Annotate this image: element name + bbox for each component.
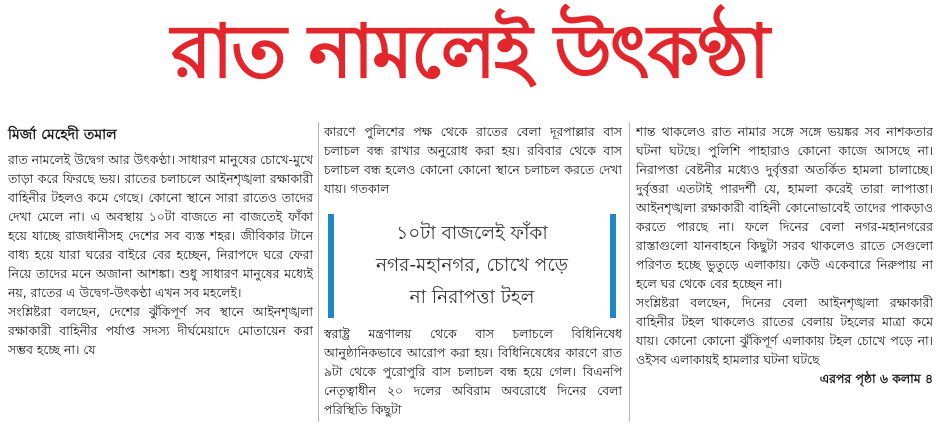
article-column-1 bbox=[8, 150, 313, 422]
paragraph: সংশ্লিষ্টরা বলছেন, দিনের বেলা আইনশৃঙ্খলা রক্ষাকারী বাহিনীর টহল থাকলেও রাতের বেলায় টহলের মাত্রা কমে যায়। কোনো কোনো ঝুঁকিপূর্ণ এলাকায় টহল চোখে পড়ে না। ওইসব এলাকায়ই হামলার ঘটনা ঘটছে bbox=[636, 295, 933, 367]
paragraph: কারণে পুলিশের পক্ষ থেকে রাতের বেলা দূরপাল্লার বাস চলাচল বন্ধ রাখার অনুরোধ করা হয়। রবিবার থেকে বাস চলাচল বন্ধ হলেও কোনো কোনো স্থানে চলাচল করতে দেখা যায়। গতকাল bbox=[324, 124, 622, 196]
pull-quote-line: ১০টা বাজলেই ফাঁকা bbox=[396, 223, 548, 244]
column-divider bbox=[318, 122, 319, 422]
paragraph: শান্ত থাকলেও রাত নামার সঙ্গে সঙ্গে ভয়ঙ্কর সব নাশকতার ঘটনা ঘটছে। পুলিশি পাহারাও কোনো কাজে আসছে না। নিরাপত্তা বেষ্টনীর মধ্যেও দুর্বৃত্তরা অতর্কিত হামলা চালাচ্ছে। দুর্বৃত্তরা এতটাই পারদর্শী যে, হামলা করেই তারা লাপাত্তা। আইনশৃঙ্খলা রক্ষাকারী বাহিনী কোনোভাবেই তাদের পাকড়াও করতে পারছে না। ফলে দিনের বেলা নগর-মহানগরের রাস্তাগুলো যানবাহনে কিছুটা সরব থাকলেও রাতে সেগুলো পরিণত হচ্ছে ভুতুড়ে এলাকায়। কেউ একেবারে নিরুপায় না হলে ঘর থেকে বের হচ্ছেন না। bbox=[636, 124, 933, 291]
paragraph: রাত নামলেই উদ্বেগ আর উৎকণ্ঠা। সাধারণ মানুষের চোখে-মুখে তাড়া করে ফিরছে ভয়। রাতের চলাচলে আইনশৃঙ্খলা রক্ষাকারী বাহিনীর টহলও কমে গেছে। কোনো স্থানে সারা রাতেও তাদের দেখা মেলে না। এ অবস্থায় ১০টা বাজতে না বাজতেই ফাঁকা হয়ে যাচ্ছে রাজধানীসহ দেশের সব ব্যস্ত শহর। জীবিকার টানে বাধ্য হয়ে যারা ঘরের বাইরে বের হচ্ছেন, নিরাপদে ঘরে ফেরা নিয়ে তাদের মনে অজানা আশঙ্কা। শুধু সাধারণ মানুষের মধ্যেই নয়, রাতের এ উদ্বেগ-উৎকণ্ঠা এখন সব মহলেই। bbox=[8, 152, 313, 300]
article-column-2-bottom bbox=[324, 324, 622, 422]
pull-quote-line: নগর-মহানগর, চোখে পড়ে bbox=[376, 255, 568, 276]
paragraph: স্বরাষ্ট্র মন্ত্রণালয় থেকে বাস চলাচলে বিধিনিষেধ আনুষ্ঠানিকভাবে আরোপ করা হয়। বিধিনিষেধের কারণে রাত ৯টা থেকে পুরোপুরি বাস চলাচল বন্ধ হয়ে গেল। বিএনপি নেতৃত্বাধীন ২০ দলের অবিরাম অবরোধে দিনের বেলা পরিস্থিতি কিছুটা bbox=[324, 326, 622, 417]
continued-on-label: এরপর পৃষ্ঠা ৬ কলাম ৪ bbox=[819, 371, 933, 386]
headline: রাত নামলেই উৎকণ্ঠা bbox=[170, 9, 768, 95]
byline: মির্জা মেহেদী তমাল bbox=[8, 127, 117, 143]
column-divider bbox=[629, 122, 630, 422]
pull-quote-line: না নিরাপত্তা টহল bbox=[409, 287, 535, 308]
article-column-3 bbox=[636, 122, 933, 422]
paragraph: সংশ্লিষ্টরা বলছেন, দেশের ঝুঁকিপূর্ণ সব স্থানে আইনশৃঙ্খলা রক্ষাকারী বাহিনীর পর্যাপ্ত সদস্য দীর্ঘমেয়াদে মোতায়েন করা সম্ভব হচ্ছে না। যে bbox=[8, 304, 313, 357]
pull-quote bbox=[328, 214, 616, 318]
continuation-line bbox=[636, 369, 933, 388]
article-column-2-top bbox=[324, 122, 622, 204]
